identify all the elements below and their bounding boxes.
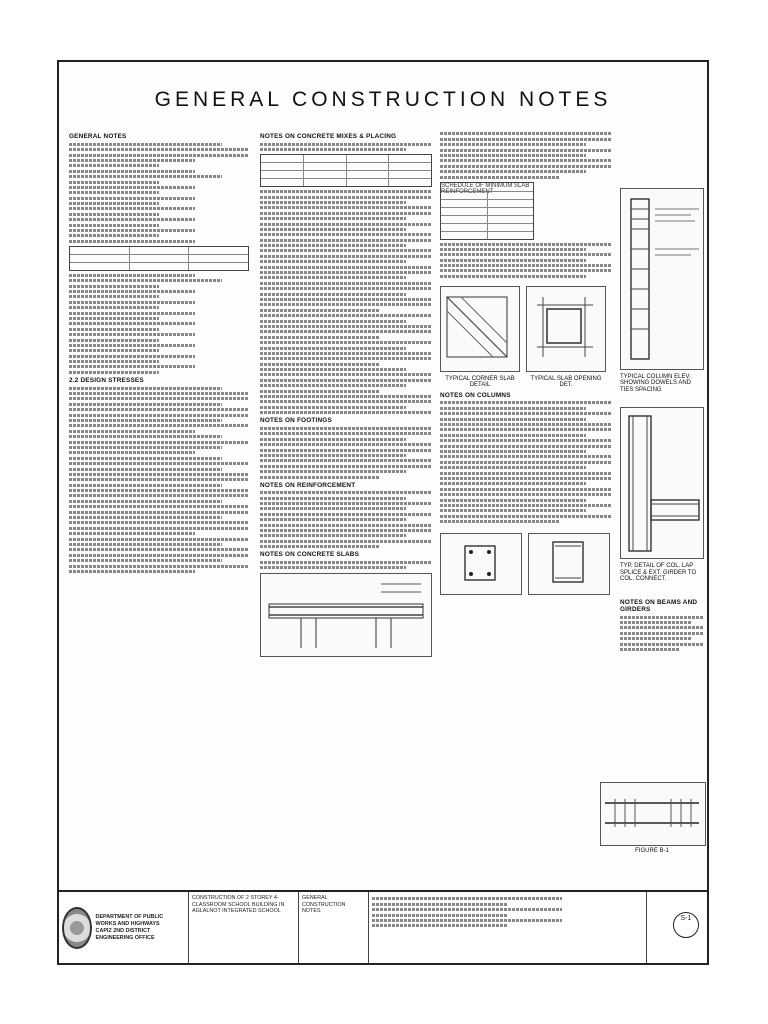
sheet-number-cell xyxy=(647,892,707,963)
sheet-contents-cell xyxy=(299,892,369,963)
column-elevation-caption: TYPICAL COLUMN ELEV. SHOWING DOWELS AND TIES SPACING xyxy=(620,374,692,393)
slab-reinforcement-detail xyxy=(260,573,432,657)
drawing-sheet xyxy=(57,60,709,965)
agency-name: DEPARTMENT OF PUBLIC WORKS AND HIGHWAYS xyxy=(95,913,164,927)
design-stresses-heading: 2.2 DESIGN STRESSES xyxy=(69,376,144,384)
wind-load-table xyxy=(69,246,249,271)
notes-column-4 xyxy=(620,130,704,653)
corner-slab-caption: TYPICAL CORNER SLAB DETAIL xyxy=(445,375,515,389)
corner-slab-drawing xyxy=(441,287,519,369)
sheet-contents: GENERAL CONSTRUCTION NOTES xyxy=(302,895,346,915)
column-elevation-drawing xyxy=(621,189,703,367)
column-elevation-detail xyxy=(620,188,704,370)
agency-cell xyxy=(59,892,189,963)
lap-splice-drawing xyxy=(621,408,703,556)
min-slab-reinforcement-table xyxy=(440,182,534,240)
figure-b1-caption: FIGURE B-1 xyxy=(635,848,669,854)
notes-column-1 xyxy=(69,130,249,575)
slab-opening-caption: TYPICAL SLAB OPENING DET. xyxy=(530,375,602,389)
concrete-slabs-heading: NOTES ON CONCRETE SLABS xyxy=(260,551,360,559)
corner-slab-detail xyxy=(440,286,520,372)
column-section-drawing xyxy=(441,534,519,592)
slab-opening-drawing xyxy=(527,287,605,369)
beam-section-drawing xyxy=(529,534,607,592)
concrete-strength-table xyxy=(260,154,432,187)
figure-b1-detail xyxy=(600,782,706,846)
sheet-number: S-1 xyxy=(673,912,699,938)
slab-detail-drawing xyxy=(261,574,431,654)
beams-girders-heading: NOTES ON BEAMS AND GIRDERS xyxy=(620,599,698,613)
notes-column-2 xyxy=(260,130,432,661)
min-reinf-table-title: SCHEDULE OF MINIMUM SLAB REINFORCEMENT xyxy=(441,182,530,195)
project-name: CONSTRUCTION OF 2 STOREY 4-CLASSROOM SCHOOL BUILDING IN AGLALNOT INTEGRATED SCHOOL xyxy=(192,895,285,915)
lap-splice-detail xyxy=(620,407,704,559)
dpwh-seal-icon xyxy=(62,907,92,949)
project-cell xyxy=(189,892,299,963)
document-title: GENERAL CONSTRUCTION NOTES xyxy=(154,88,612,111)
column-section-detail xyxy=(440,533,522,595)
figure-b1-drawing xyxy=(601,783,703,843)
signatures-cell xyxy=(369,892,647,963)
lap-splice-caption: TYP. DETAIL OF COL. LAP SPLICE & EXT. GIRDER TO COL. CONNECT. xyxy=(620,563,697,583)
columns-heading: NOTES ON COLUMNS xyxy=(440,391,511,399)
concrete-mixes-heading: NOTES ON CONCRETE MIXES & PLACING xyxy=(260,133,397,140)
beam-section-detail xyxy=(528,533,610,595)
notes-column-3 xyxy=(440,130,612,599)
general-notes-heading: GENERAL NOTES xyxy=(69,133,127,140)
slab-opening-detail xyxy=(526,286,606,372)
office-name: CAPIZ 2ND DISTRICT ENGINEERING OFFICE xyxy=(95,927,155,941)
title-block xyxy=(59,890,707,963)
footings-heading: NOTES ON FOOTINGS xyxy=(260,417,332,425)
reinforcement-heading: NOTES ON REINFORCEMENT xyxy=(260,481,356,489)
